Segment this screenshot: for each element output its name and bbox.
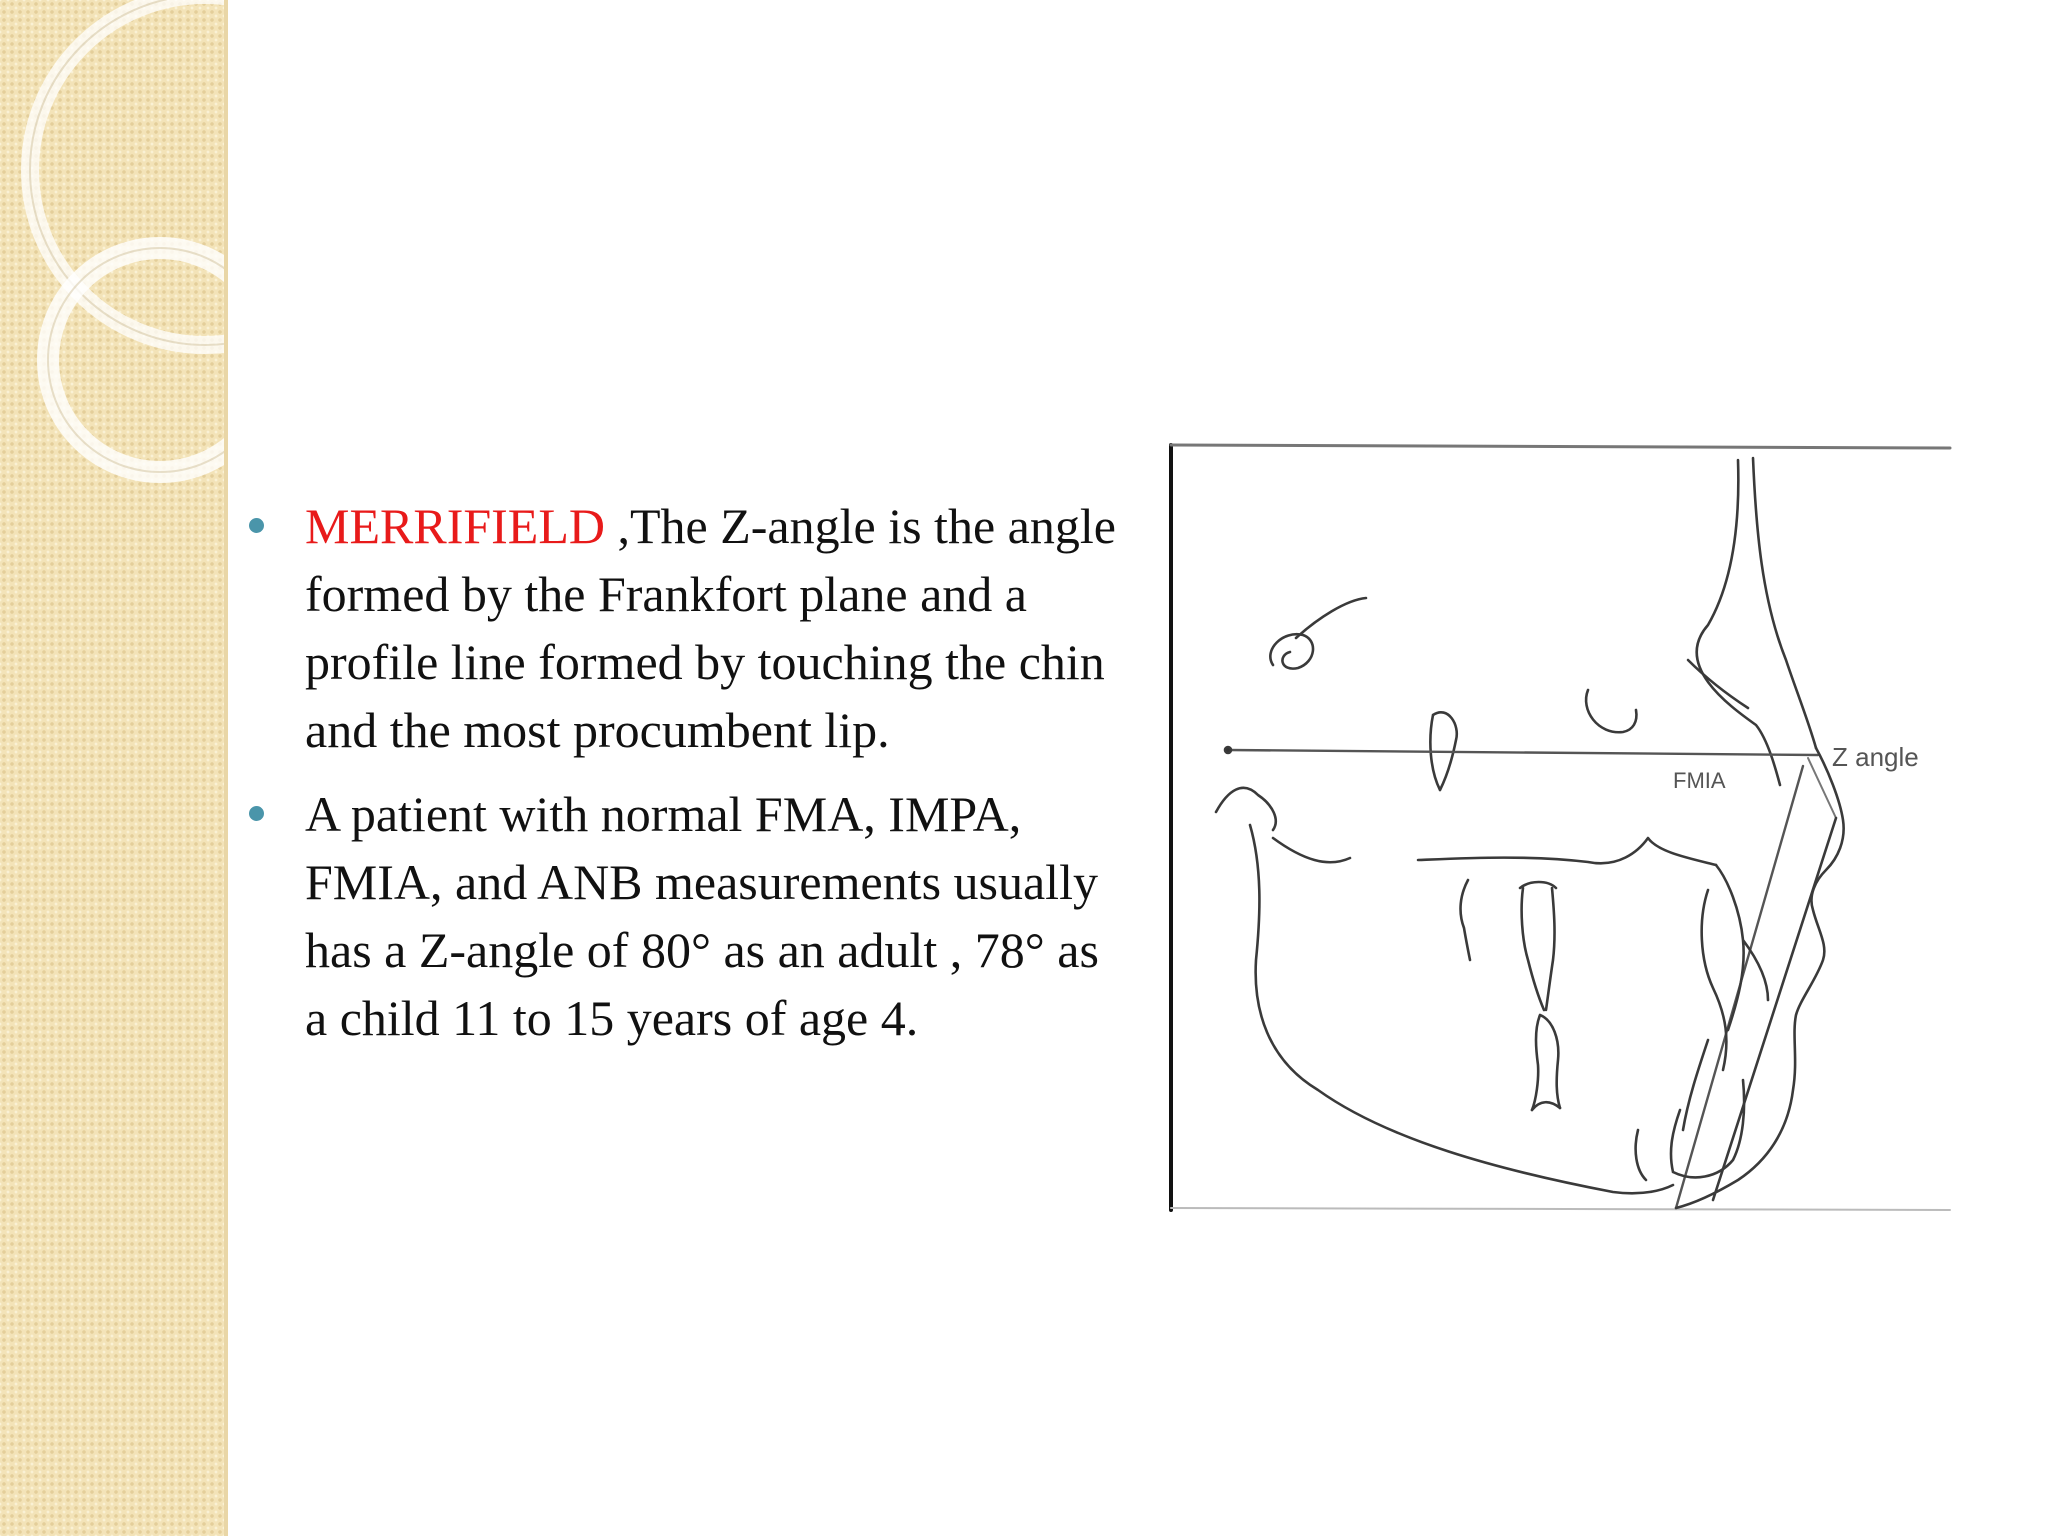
bullet-list	[245, 492, 1125, 1068]
bullet-text: ,The Z-angle is the angle formed by the Frankfort plane and a profile line formed by touching the chin and the most procumbent lip.	[305, 498, 1116, 758]
bullet-item-normal-values	[245, 780, 1125, 1052]
bullet-item-z-angle-definition	[245, 492, 1125, 764]
author-name: MERRIFIELD	[305, 498, 605, 554]
decorative-rings-icon	[0, 0, 228, 520]
cephalometric-tracing-figure	[1168, 440, 1958, 1216]
bullet-dot-icon	[249, 806, 264, 821]
decorative-sidebar	[0, 0, 228, 1536]
z-angle-label: Z angle	[1832, 742, 1919, 772]
bullet-text: A patient with normal FMA, IMPA, FMIA, and ANB measurements usually has a Z-angle of 80° as an adult , 78° as a child 11 to 15 years of age 4.	[305, 786, 1099, 1046]
cephalometric-tracing-drawing	[1168, 440, 1958, 1216]
fmia-label: FMIA	[1673, 768, 1726, 793]
bullet-dot-icon	[249, 518, 264, 533]
sidebar-edge	[224, 0, 228, 1536]
